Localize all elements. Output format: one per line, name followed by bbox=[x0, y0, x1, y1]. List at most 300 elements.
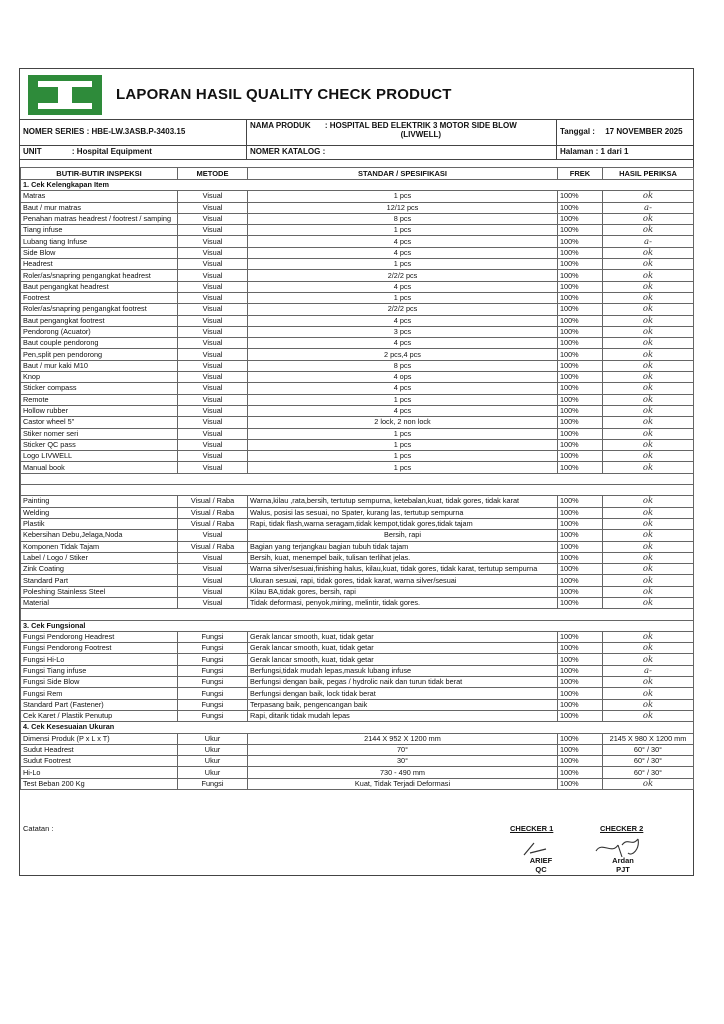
metode-cell: Ukur bbox=[178, 756, 248, 767]
frek-cell: 100% bbox=[558, 710, 603, 721]
frek-cell: 100% bbox=[558, 530, 603, 541]
frek-cell: 100% bbox=[558, 281, 603, 292]
frek-cell: 100% bbox=[558, 767, 603, 778]
inspection-item: Fungsi Rem bbox=[21, 688, 178, 699]
hasil-cell: a- bbox=[603, 236, 694, 247]
table-row bbox=[21, 213, 694, 224]
frek-cell: 100% bbox=[558, 383, 603, 394]
inspection-item: Logo LIVWELL bbox=[21, 451, 178, 462]
inspection-item: Stiker nomer seri bbox=[21, 428, 178, 439]
hasil-cell: 60° / 30° bbox=[603, 767, 694, 778]
hasil-cell: a- bbox=[603, 665, 694, 676]
standar-cell: 1 pcs bbox=[248, 259, 558, 270]
table-row bbox=[21, 372, 694, 383]
checker2-role: PJT bbox=[616, 865, 630, 874]
frek-cell: 100% bbox=[558, 338, 603, 349]
hasil-cell: ok bbox=[603, 631, 694, 642]
hasil-cell: ok bbox=[603, 677, 694, 688]
standar-cell: 4 pcs bbox=[248, 405, 558, 416]
table-row bbox=[21, 202, 694, 213]
hasil-cell: ok bbox=[603, 259, 694, 270]
hasil-cell: ok bbox=[603, 417, 694, 428]
inspection-item: Material bbox=[21, 597, 178, 608]
table-row bbox=[21, 733, 694, 744]
frek-cell: 100% bbox=[558, 677, 603, 688]
table-row bbox=[21, 281, 694, 292]
metode-cell: Visual bbox=[178, 202, 248, 213]
inspection-item: Plastik bbox=[21, 518, 178, 529]
frek-cell: 100% bbox=[558, 597, 603, 608]
hasil-cell: ok bbox=[603, 270, 694, 281]
inspection-item: Fungsi Tiang infuse bbox=[21, 665, 178, 676]
section-title-row bbox=[21, 620, 694, 631]
table-row bbox=[21, 394, 694, 405]
metode-cell: Visual bbox=[178, 225, 248, 236]
standar-cell: Ukuran sesuai, rapi, tidak gores, tidak karat, warna silver/sesuai bbox=[248, 575, 558, 586]
hasil-cell: ok bbox=[603, 778, 694, 789]
hasil-cell: ok bbox=[603, 564, 694, 575]
inspection-item: Fungsi Side Blow bbox=[21, 677, 178, 688]
info-row-2 bbox=[20, 145, 693, 160]
hasil-cell: ok bbox=[603, 586, 694, 597]
inspection-item: Lubang tiang Infuse bbox=[21, 236, 178, 247]
standar-cell: Rapi, tidak flash,warna seragam,tidak kempot,tidak gores,tidak tajam bbox=[248, 518, 558, 529]
section-title-row bbox=[21, 485, 694, 496]
inspection-item: Manual book bbox=[21, 462, 178, 473]
metode-cell: Visual bbox=[178, 586, 248, 597]
frek-cell: 100% bbox=[558, 507, 603, 518]
hasil-cell: ok bbox=[603, 315, 694, 326]
inspection-item: Sudut Headrest bbox=[21, 744, 178, 755]
frek-cell: 100% bbox=[558, 394, 603, 405]
metode-cell: Visual bbox=[178, 428, 248, 439]
hasil-cell: ok bbox=[603, 213, 694, 224]
table-row bbox=[21, 710, 694, 721]
inspection-item: Komponen Tidak Tajam bbox=[21, 541, 178, 552]
unit-value: : Hospital Equipment bbox=[71, 147, 152, 156]
table-header-row bbox=[21, 168, 694, 180]
frek-cell: 100% bbox=[558, 564, 603, 575]
metode-cell: Fungsi bbox=[178, 699, 248, 710]
footer bbox=[20, 821, 693, 876]
metode-cell: Visual / Raba bbox=[178, 541, 248, 552]
catatan-label: Catatan : bbox=[23, 824, 54, 833]
hasil-cell: ok bbox=[603, 552, 694, 563]
table-row bbox=[21, 451, 694, 462]
table-row bbox=[21, 259, 694, 270]
table-row bbox=[21, 304, 694, 315]
frek-cell: 100% bbox=[558, 428, 603, 439]
inspection-item: Baut pengangkat headrest bbox=[21, 281, 178, 292]
section-title-row bbox=[21, 722, 694, 733]
table-row bbox=[21, 631, 694, 642]
spacer-cell bbox=[21, 609, 694, 620]
frek-cell: 100% bbox=[558, 372, 603, 383]
inspection-item: Dimensi Produk (P x L x T) bbox=[21, 733, 178, 744]
table-row bbox=[21, 688, 694, 699]
report-header bbox=[20, 69, 693, 120]
inspection-item: Roler/as/snapring pengangkat footrest bbox=[21, 304, 178, 315]
standar-cell: Gerak lancar smooth, kuat, tidak getar bbox=[248, 654, 558, 665]
frek-cell: 100% bbox=[558, 575, 603, 586]
company-logo-icon bbox=[28, 75, 102, 115]
standar-cell: 30° bbox=[248, 756, 558, 767]
inspection-item: Fungsi Pendorong Footrest bbox=[21, 643, 178, 654]
frek-cell: 100% bbox=[558, 236, 603, 247]
metode-cell: Visual bbox=[178, 213, 248, 224]
table-row bbox=[21, 744, 694, 755]
table-row bbox=[21, 665, 694, 676]
inspection-item: Standard Part bbox=[21, 575, 178, 586]
standar-cell: Berfungsi,tidak mudah lepas,masuk lubang infuse bbox=[248, 665, 558, 676]
hasil-cell: ok bbox=[603, 360, 694, 371]
section-title-row bbox=[21, 180, 694, 191]
frek-cell: 100% bbox=[558, 744, 603, 755]
page-title: LAPORAN HASIL QUALITY CHECK PRODUCT bbox=[116, 86, 452, 103]
standar-cell: Tidak deformasi, penyok,miring, melintir, tidak gores. bbox=[248, 597, 558, 608]
hasil-cell: 60° / 30° bbox=[603, 744, 694, 755]
hasil-cell: ok bbox=[603, 349, 694, 360]
standar-cell: Warna silver/sesuai,finishing halus, kilau,kuat, tidak gores, tidak karat, tertutup sempurna bbox=[248, 564, 558, 575]
inspection-item: Kebersihan Debu,Jelaga,Noda bbox=[21, 530, 178, 541]
metode-cell: Ukur bbox=[178, 767, 248, 778]
table-row bbox=[21, 677, 694, 688]
inspection-item: Cek Karet / Plastik Penutup bbox=[21, 710, 178, 721]
table-row bbox=[21, 778, 694, 789]
inspection-item: Baut pengangkat footrest bbox=[21, 315, 178, 326]
table-row bbox=[21, 417, 694, 428]
hasil-cell: ok bbox=[603, 518, 694, 529]
frek-cell: 100% bbox=[558, 439, 603, 450]
metode-cell: Fungsi bbox=[178, 643, 248, 654]
inspection-item: Baut / mur kaki M10 bbox=[21, 360, 178, 371]
hasil-cell: ok bbox=[603, 643, 694, 654]
metode-cell: Visual bbox=[178, 236, 248, 247]
metode-cell: Fungsi bbox=[178, 778, 248, 789]
hasil-cell: ok bbox=[603, 699, 694, 710]
table-body bbox=[21, 180, 694, 790]
frek-cell: 100% bbox=[558, 451, 603, 462]
nomer-series: NOMER SERIES : HBE-LW.3ASB.P-3403.15 bbox=[20, 119, 247, 145]
hasil-cell: ok bbox=[603, 507, 694, 518]
section-title: 3. Cek Fungsional bbox=[21, 620, 694, 631]
hasil-cell: ok bbox=[603, 191, 694, 202]
frek-cell: 100% bbox=[558, 756, 603, 767]
section-title bbox=[21, 485, 694, 496]
frek-cell: 100% bbox=[558, 643, 603, 654]
standar-cell: 12/12 pcs bbox=[248, 202, 558, 213]
hasil-cell: ok bbox=[603, 338, 694, 349]
frek-cell: 100% bbox=[558, 496, 603, 507]
nama-produk-value: : HOSPITAL BED ELEKTRIK 3 MOTOR SIDE BLOW (LIVWELL) bbox=[324, 121, 517, 139]
standar-cell: 2/2/2 pcs bbox=[248, 304, 558, 315]
inspection-item: Painting bbox=[21, 496, 178, 507]
checker1-name: ARIEF bbox=[529, 856, 553, 865]
hasil-cell: ok bbox=[603, 428, 694, 439]
metode-cell: Fungsi bbox=[178, 631, 248, 642]
inspection-item: Pen,split pen pendorong bbox=[21, 349, 178, 360]
table-row bbox=[21, 699, 694, 710]
hasil-cell: ok bbox=[603, 710, 694, 721]
nomer-katalog: NOMER KATALOG : bbox=[247, 145, 557, 159]
frek-cell: 100% bbox=[558, 778, 603, 789]
metode-cell: Visual bbox=[178, 405, 248, 416]
metode-cell: Fungsi bbox=[178, 665, 248, 676]
standar-cell: Bersih, kuat, menempel baik, tulisan terlihat jelas. bbox=[248, 552, 558, 563]
metode-cell: Visual / Raba bbox=[178, 507, 248, 518]
col-butir: BUTIR-BUTIR INSPEKSI bbox=[21, 168, 178, 180]
hasil-cell: a- bbox=[603, 202, 694, 213]
section-title: 4. Cek Kesesuaian Ukuran bbox=[21, 722, 694, 733]
table-row bbox=[21, 552, 694, 563]
frek-cell: 100% bbox=[558, 733, 603, 744]
frek-cell: 100% bbox=[558, 225, 603, 236]
table-row bbox=[21, 496, 694, 507]
frek-cell: 100% bbox=[558, 315, 603, 326]
inspection-item: Poleshing Stainless Steel bbox=[21, 586, 178, 597]
table-row bbox=[21, 507, 694, 518]
standar-cell: 70° bbox=[248, 744, 558, 755]
frek-cell: 100% bbox=[558, 259, 603, 270]
unit: UNIT : Hospital Equipment bbox=[20, 145, 247, 159]
standar-cell: 1 pcs bbox=[248, 394, 558, 405]
standar-cell: Rapi, ditarik tidak mudah lepas bbox=[248, 710, 558, 721]
info-row-1 bbox=[20, 119, 693, 146]
metode-cell: Visual bbox=[178, 439, 248, 450]
metode-cell: Fungsi bbox=[178, 677, 248, 688]
standar-cell: Walus, posisi las sesuai, no Spater, kurang las, tertutup sempurna bbox=[248, 507, 558, 518]
nama-produk: NAMA PRODUK : HOSPITAL BED ELEKTRIK 3 MOTOR SIDE BLOW (LIVWELL) bbox=[247, 119, 557, 145]
inspection-item: Side Blow bbox=[21, 247, 178, 258]
metode-cell: Visual bbox=[178, 575, 248, 586]
metode-cell: Visual bbox=[178, 552, 248, 563]
inspection-item: Hollow rubber bbox=[21, 405, 178, 416]
col-frek: FREK bbox=[558, 168, 603, 180]
inspection-item: Matras bbox=[21, 191, 178, 202]
col-hasil: HASIL PERIKSA bbox=[603, 168, 694, 180]
metode-cell: Visual / Raba bbox=[178, 496, 248, 507]
standar-cell: Kilau BA,tidak gores, bersih, rapi bbox=[248, 586, 558, 597]
table-row bbox=[21, 541, 694, 552]
standar-cell: 4 pcs bbox=[248, 247, 558, 258]
standar-cell: Berfungsi dengan baik, pegas / hydrolic naik dan turun tidak berat bbox=[248, 677, 558, 688]
metode-cell: Fungsi bbox=[178, 688, 248, 699]
standar-cell: 4 ops bbox=[248, 372, 558, 383]
table-row bbox=[21, 349, 694, 360]
inspection-item: Roler/as/snapring pengangkat headrest bbox=[21, 270, 178, 281]
hasil-cell: ok bbox=[603, 654, 694, 665]
metode-cell: Visual bbox=[178, 394, 248, 405]
table-row bbox=[21, 575, 694, 586]
table-row bbox=[21, 338, 694, 349]
table-row bbox=[21, 518, 694, 529]
frek-cell: 100% bbox=[558, 586, 603, 597]
table-row bbox=[21, 292, 694, 303]
standar-cell: Warna,kilau ,rata,bersih, tertutup sempurna, ketebalan,kuat, tidak gores, tidak karat bbox=[248, 496, 558, 507]
inspection-item: Baut / mur matras bbox=[21, 202, 178, 213]
standar-cell: 4 pcs bbox=[248, 383, 558, 394]
inspection-item: Sudut Footrest bbox=[21, 756, 178, 767]
table-row bbox=[21, 756, 694, 767]
table-row bbox=[21, 597, 694, 608]
inspection-item: Hi-Lo bbox=[21, 767, 178, 778]
inspection-item: Test Beban 200 Kg bbox=[21, 778, 178, 789]
metode-cell: Visual bbox=[178, 462, 248, 473]
metode-cell: Fungsi bbox=[178, 654, 248, 665]
table-row bbox=[21, 326, 694, 337]
frek-cell: 100% bbox=[558, 631, 603, 642]
metode-cell: Visual bbox=[178, 564, 248, 575]
frek-cell: 100% bbox=[558, 417, 603, 428]
checker2-name: Ardan bbox=[612, 856, 634, 865]
inspection-item: Penahan matras headrest / footrest / samping bbox=[21, 213, 178, 224]
hasil-cell: ok bbox=[603, 292, 694, 303]
halaman: Halaman : 1 dari 1 bbox=[560, 147, 629, 156]
section-title: 1. Cek Kelengkapan Item bbox=[21, 180, 694, 191]
standar-cell: 8 pcs bbox=[248, 360, 558, 371]
inspection-item: Footrest bbox=[21, 292, 178, 303]
standar-cell: Terpasang baik, pengencangan baik bbox=[248, 699, 558, 710]
metode-cell: Visual bbox=[178, 349, 248, 360]
frek-cell: 100% bbox=[558, 405, 603, 416]
metode-cell: Visual bbox=[178, 530, 248, 541]
table-row bbox=[21, 767, 694, 778]
standar-cell: 730 - 490 mm bbox=[248, 767, 558, 778]
frek-cell: 100% bbox=[558, 191, 603, 202]
checker1-label: CHECKER 1 bbox=[510, 824, 554, 833]
frek-cell: 100% bbox=[558, 518, 603, 529]
metode-cell: Visual bbox=[178, 259, 248, 270]
inspection-item: Remote bbox=[21, 394, 178, 405]
inspection-item: Fungsi Pendorong Headrest bbox=[21, 631, 178, 642]
metode-cell: Visual bbox=[178, 451, 248, 462]
hasil-cell: ok bbox=[603, 326, 694, 337]
standar-cell: 1 pcs bbox=[248, 451, 558, 462]
report-frame bbox=[19, 68, 694, 876]
frek-cell: 100% bbox=[558, 304, 603, 315]
frek-cell: 100% bbox=[558, 202, 603, 213]
inspection-table bbox=[20, 167, 694, 790]
table-row bbox=[21, 191, 694, 202]
tanggal: Tanggal : 17 NOVEMBER 2025 bbox=[560, 127, 683, 136]
metode-cell: Visual bbox=[178, 281, 248, 292]
inspection-item: Fungsi Hi-Lo bbox=[21, 654, 178, 665]
metode-cell: Visual / Raba bbox=[178, 518, 248, 529]
hasil-cell: ok bbox=[603, 304, 694, 315]
standar-cell: 4 pcs bbox=[248, 236, 558, 247]
metode-cell: Visual bbox=[178, 372, 248, 383]
hasil-cell: ok bbox=[603, 372, 694, 383]
standar-cell: 1 pcs bbox=[248, 428, 558, 439]
hasil-cell: ok bbox=[603, 575, 694, 586]
table-row bbox=[21, 462, 694, 473]
table-row bbox=[21, 315, 694, 326]
frek-cell: 100% bbox=[558, 665, 603, 676]
frek-cell: 100% bbox=[558, 654, 603, 665]
hasil-cell: ok bbox=[603, 281, 694, 292]
hasil-cell: ok bbox=[603, 597, 694, 608]
frek-cell: 100% bbox=[558, 699, 603, 710]
col-metode: METODE bbox=[178, 168, 248, 180]
inspection-item: Label / Logo / Stiker bbox=[21, 552, 178, 563]
frek-cell: 100% bbox=[558, 270, 603, 281]
standar-cell: Bagian yang terjangkau bagian tubuh tidak tajam bbox=[248, 541, 558, 552]
standar-cell: Berfungsi dengan baik, lock tidak berat bbox=[248, 688, 558, 699]
metode-cell: Visual bbox=[178, 383, 248, 394]
table-row bbox=[21, 360, 694, 371]
inspection-item: Sticker compass bbox=[21, 383, 178, 394]
table-row bbox=[21, 247, 694, 258]
inspection-item: Tiang infuse bbox=[21, 225, 178, 236]
frek-cell: 100% bbox=[558, 688, 603, 699]
spacer-row bbox=[21, 473, 694, 484]
frek-cell: 100% bbox=[558, 541, 603, 552]
col-standar: STANDAR / SPESIFIKASI bbox=[248, 168, 558, 180]
inspection-item: Welding bbox=[21, 507, 178, 518]
standar-cell: Gerak lancar smooth, kuat, tidak getar bbox=[248, 643, 558, 654]
metode-cell: Fungsi bbox=[178, 710, 248, 721]
hasil-cell: ok bbox=[603, 541, 694, 552]
standar-cell: Bersih, rapi bbox=[248, 530, 558, 541]
standar-cell: 2/2/2 pcs bbox=[248, 270, 558, 281]
standar-cell: Gerak lancar smooth, kuat, tidak getar bbox=[248, 631, 558, 642]
hasil-cell: ok bbox=[603, 462, 694, 473]
standar-cell: 1 pcs bbox=[248, 191, 558, 202]
table-row bbox=[21, 439, 694, 450]
table-row bbox=[21, 428, 694, 439]
inspection-item: Castor wheel 5" bbox=[21, 417, 178, 428]
standar-cell: 2 pcs,4 pcs bbox=[248, 349, 558, 360]
frek-cell: 100% bbox=[558, 349, 603, 360]
inspection-item: Headrest bbox=[21, 259, 178, 270]
hasil-cell: 60° / 30° bbox=[603, 756, 694, 767]
metode-cell: Visual bbox=[178, 338, 248, 349]
standar-cell: 4 pcs bbox=[248, 338, 558, 349]
metode-cell: Visual bbox=[178, 191, 248, 202]
hasil-cell: ok bbox=[603, 394, 694, 405]
inspection-item: Sticker QC pass bbox=[21, 439, 178, 450]
metode-cell: Visual bbox=[178, 270, 248, 281]
frek-cell: 100% bbox=[558, 247, 603, 258]
standar-cell: 8 pcs bbox=[248, 213, 558, 224]
table-row bbox=[21, 586, 694, 597]
hasil-cell: ok bbox=[603, 439, 694, 450]
table-row bbox=[21, 383, 694, 394]
standar-cell: Kuat, Tidak Terjadi Deformasi bbox=[248, 778, 558, 789]
metode-cell: Visual bbox=[178, 247, 248, 258]
standar-cell: 1 pcs bbox=[248, 225, 558, 236]
hasil-cell: ok bbox=[603, 688, 694, 699]
inspection-item: Standard Part (Fastener) bbox=[21, 699, 178, 710]
tanggal-value: 17 NOVEMBER 2025 bbox=[605, 127, 683, 136]
metode-cell: Ukur bbox=[178, 733, 248, 744]
table-row bbox=[21, 654, 694, 665]
spacer-cell bbox=[21, 473, 694, 484]
inspection-item: Pendorong (Acuator) bbox=[21, 326, 178, 337]
standar-cell: 2144 X 952 X 1200 mm bbox=[248, 733, 558, 744]
standar-cell: 4 pcs bbox=[248, 315, 558, 326]
table-row bbox=[21, 564, 694, 575]
metode-cell: Visual bbox=[178, 417, 248, 428]
table-row bbox=[21, 643, 694, 654]
frek-cell: 100% bbox=[558, 292, 603, 303]
frek-cell: 100% bbox=[558, 360, 603, 371]
metode-cell: Visual bbox=[178, 326, 248, 337]
hasil-cell: ok bbox=[603, 530, 694, 541]
inspection-item: Baut couple pendorong bbox=[21, 338, 178, 349]
metode-cell: Visual bbox=[178, 304, 248, 315]
standar-cell: 4 pcs bbox=[248, 281, 558, 292]
